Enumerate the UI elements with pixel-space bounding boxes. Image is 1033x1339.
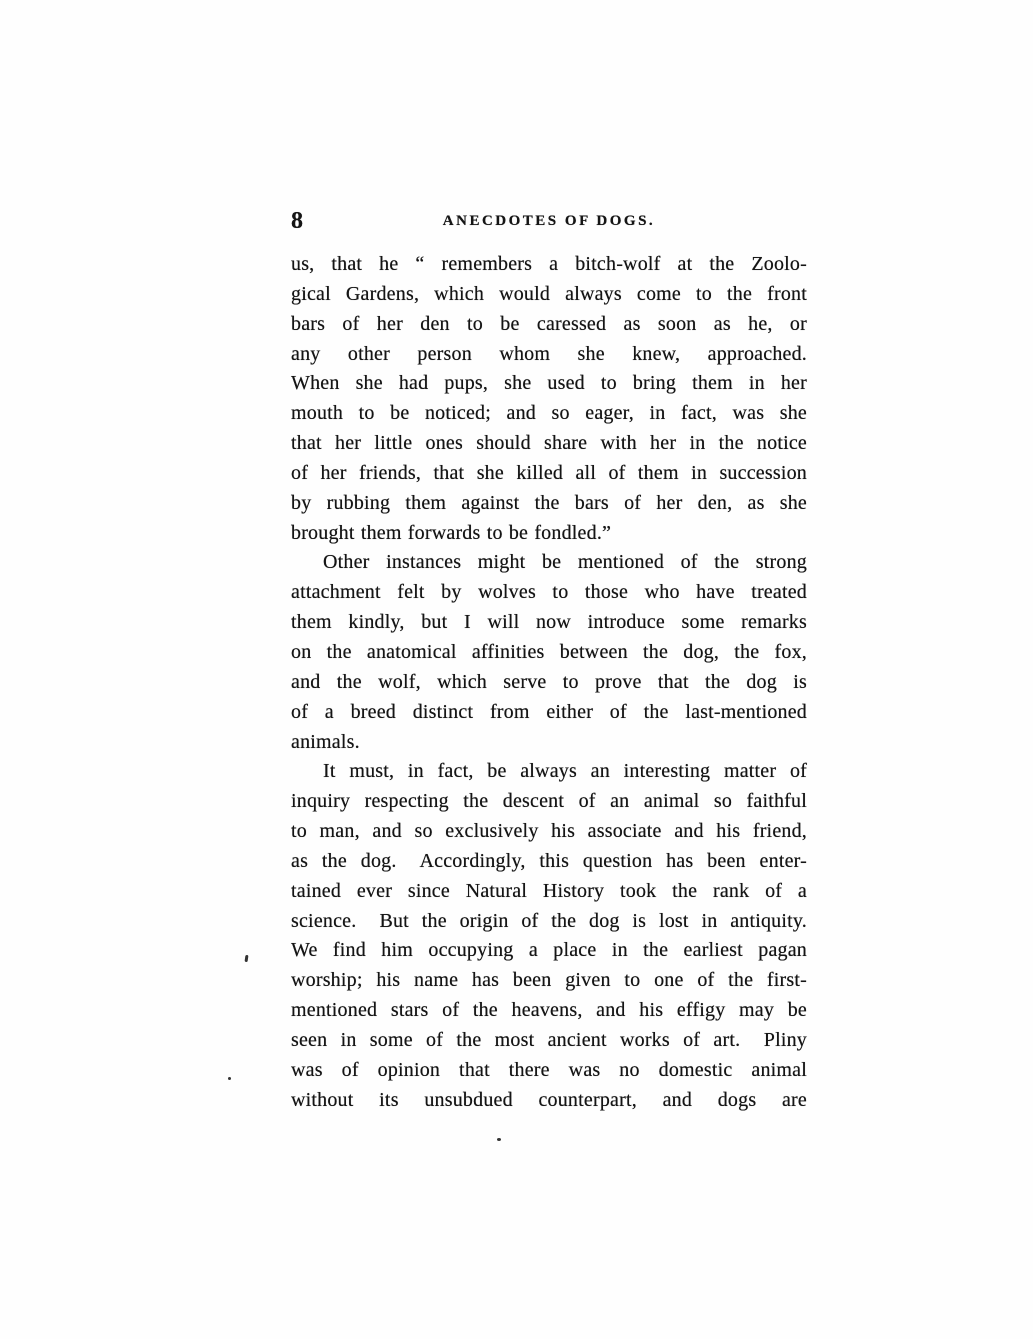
text-line: seen in some of the most ancient works of art. Pliny	[291, 1028, 807, 1051]
text-line: them kindly, but I will now introduce some remarks	[291, 611, 807, 634]
text-line: of a breed distinct from either of the last-mentioned	[291, 700, 807, 723]
scan-speck	[228, 1077, 231, 1080]
text-line: inquiry respecting the descent of an animal so faithful	[291, 790, 807, 813]
page-number: 8	[291, 208, 304, 234]
text-line: and the wolf, which serve to prove that the dog is	[291, 670, 807, 693]
text-line: It must, in fact, be always an interesting matter of	[323, 760, 807, 783]
scan-speck	[497, 1138, 501, 1141]
text-line: tained ever since Natural History took the rank of a	[291, 879, 807, 902]
text-line: bars of her den to be caressed as soon as he, or	[291, 312, 807, 335]
text-line: us, that he “ remembers a bitch-wolf at the Zoolo-	[291, 253, 807, 275]
running-header: ANECDOTES OF DOGS.	[442, 213, 656, 229]
text-line: brought them forwards to be fondled.”	[291, 521, 612, 544]
text-line: worship; his name has been given to one of the first-	[291, 969, 807, 992]
page-header	[291, 208, 807, 238]
text-line: by rubbing them against the bars of her den, as she	[291, 491, 807, 514]
text-line: attachment felt by wolves to those who have treated	[291, 581, 807, 604]
text-line: mouth to be noticed; and so eager, in fact, was she	[291, 402, 807, 425]
text-line: was of opinion that there was no domestic animal	[291, 1058, 807, 1081]
text-line: without its unsubdued counterpart, and dogs are	[291, 1088, 807, 1111]
text-line: on the anatomical affinities between the dog, the fox,	[291, 640, 807, 663]
text-line: that her little ones should share with her in the notice	[291, 432, 807, 455]
text-line: Other instances might be mentioned of the strong	[323, 551, 807, 574]
text-line: We find him occupying a place in the earliest pagan	[291, 939, 807, 962]
scan-speck	[245, 955, 249, 962]
text-line: science. But the origin of the dog is lost in antiquity.	[291, 909, 807, 932]
text-line: any other person whom she knew, approached.	[291, 342, 807, 365]
body-text-block	[291, 250, 807, 1115]
text-line: mentioned stars of the heavens, and his effigy may be	[291, 999, 807, 1022]
text-line: animals.	[291, 730, 360, 753]
text-line: gical Gardens, which would always come to the front	[291, 282, 807, 305]
text-line: as the dog. Accordingly, this question has been enter-	[291, 849, 807, 872]
text-line: of her friends, that she killed all of them in succession	[291, 461, 807, 484]
text-line: to man, and so exclusively his associate and his friend,	[291, 820, 807, 843]
text-line: When she had pups, she used to bring them in her	[291, 372, 807, 395]
